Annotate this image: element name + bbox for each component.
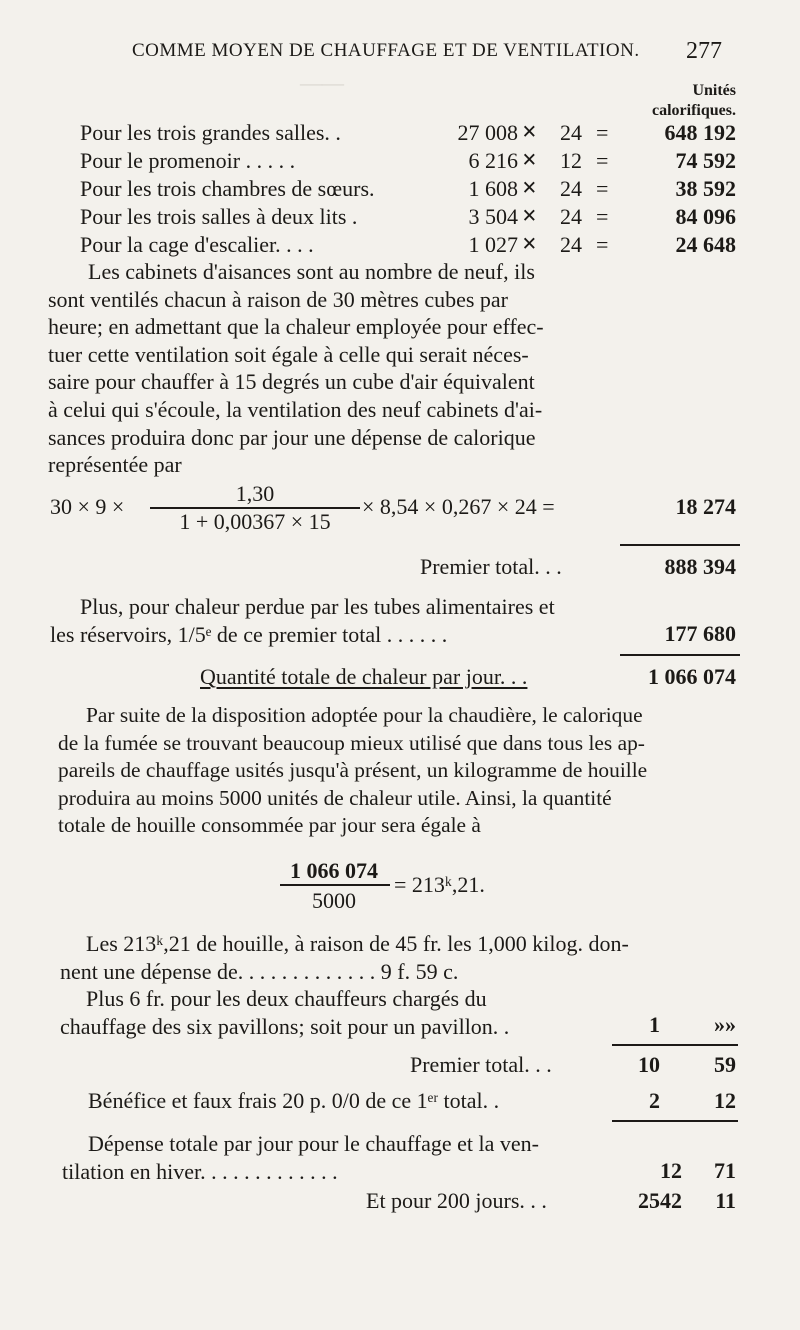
units-header-line1: Unités xyxy=(692,82,736,99)
jours-cents: 11 xyxy=(715,1188,736,1213)
text-line: totale de houille consommée par jour sera égale à xyxy=(58,813,481,838)
row-quantity: 1 608 xyxy=(468,176,518,201)
formula2-denominator: 5000 xyxy=(312,888,356,913)
text-line: Plus, pour chaleur perdue par les tubes alimentaires et xyxy=(80,594,555,619)
sum-rule xyxy=(612,1044,738,1046)
running-header: COMME MOYEN DE CHAUFFAGE ET DE VENTILATION. xyxy=(132,40,640,61)
paragraph-houille xyxy=(60,930,760,985)
sum-rule xyxy=(620,654,740,656)
premier-total2-label: Premier total. . . xyxy=(410,1052,552,1077)
row-label: Pour les trois grandes salles. . xyxy=(80,120,341,145)
chauffeurs-cents: »» xyxy=(714,1012,736,1037)
text-line: tilation en hiver. . . . . . . . . . . . . xyxy=(62,1158,338,1184)
text-line: pareils de chauffage usités jusqu'à présent, un kilogramme de houille xyxy=(58,758,648,783)
premier-total-value: 888 394 xyxy=(664,554,736,579)
text-line: tuer cette ventilation soit égale à celle qui serait néces- xyxy=(48,341,529,367)
chaleur-perdue-value: 177 680 xyxy=(664,621,736,646)
jours-label: Et pour 200 jours. . . xyxy=(366,1188,547,1213)
text-line: représentée par xyxy=(48,452,182,478)
row-result: 38 592 xyxy=(675,176,736,201)
row-label: Pour les trois salles à deux lits . xyxy=(80,204,358,229)
text-line: nent une dépense de. . . . . . . . . . . . . 9 f. 59 c. xyxy=(60,958,459,984)
depense-francs: 12 xyxy=(660,1158,682,1183)
row-hours: 24 xyxy=(560,204,582,229)
text-line: sances produira donc par jour une dépense de calorique xyxy=(48,424,536,450)
jours-francs: 2542 xyxy=(638,1188,682,1213)
text-line: les réservoirs, 1/5ᵉ de ce premier total . . . . . . xyxy=(50,621,448,647)
benefice-label: Bénéfice et faux frais 20 p. 0/0 de ce 1ᵉʳ total. . xyxy=(88,1088,500,1113)
quantite-totale-value: 1 066 074 xyxy=(648,664,736,689)
row-equals: = xyxy=(596,148,609,173)
multiply-sign: × xyxy=(522,173,537,202)
formula-result: 18 274 xyxy=(675,494,736,519)
row-hours: 24 xyxy=(560,120,582,145)
row-quantity: 6 216 xyxy=(468,148,518,173)
row-quantity: 3 504 xyxy=(468,204,518,229)
text-line: de la fumée se trouvant beaucoup mieux utilisé que dans tous les ap- xyxy=(58,730,645,755)
premier-total2-francs: 10 xyxy=(638,1052,660,1077)
row-result: 84 096 xyxy=(675,204,736,229)
benefice-cents: 12 xyxy=(714,1088,736,1113)
premier-total-label: Premier total. . . xyxy=(420,554,562,579)
sum-rule xyxy=(620,544,740,546)
row-result: 24 648 xyxy=(675,232,736,257)
text-line: saire pour chauffer à 15 degrés un cube d'air équivalent xyxy=(48,369,535,395)
formula2-numerator: 1 066 074 xyxy=(290,858,378,883)
row-label: Pour le promenoir . . . . . xyxy=(80,148,296,173)
text-line: produira au moins 5000 unités de chaleur utile. Ainsi, la quantité xyxy=(58,785,612,810)
text-line: Les 213ᵏ,21 de houille, à raison de 45 fr. les 1,000 kilog. don- xyxy=(86,931,629,956)
row-equals: = xyxy=(596,176,609,201)
units-header-line2: calorifiques. xyxy=(652,102,736,119)
text-line: Plus 6 fr. pour les deux chauffeurs chargés du xyxy=(86,986,487,1011)
depense-cents: 71 xyxy=(714,1158,736,1183)
multiply-sign: × xyxy=(522,201,537,230)
formula-left: 30 × 9 × xyxy=(50,494,125,519)
text-line: Dépense totale par jour pour le chauffage et la ven- xyxy=(88,1131,539,1156)
paragraph-cabinets xyxy=(48,258,748,479)
formula-right: × 8,54 × 0,267 × 24 = xyxy=(362,494,555,519)
text-line: Les cabinets d'aisances sont au nombre de neuf, ils xyxy=(88,259,535,284)
paragraph-chaudiere xyxy=(58,702,758,840)
row-quantity: 1 027 xyxy=(468,232,518,257)
row-hours: 12 xyxy=(560,148,582,173)
text-line: heure; en admettant que la chaleur employée pour effec- xyxy=(48,314,544,340)
bleed-through: —— xyxy=(300,70,344,95)
multiply-sign: × xyxy=(522,117,537,146)
sum-rule xyxy=(612,1120,738,1122)
formula-denominator: 1 + 0,00367 × 15 xyxy=(179,509,331,534)
multiply-sign: × xyxy=(522,229,537,258)
page-number: 277 xyxy=(686,38,722,64)
premier-total2-cents: 59 xyxy=(714,1052,736,1077)
row-quantity: 27 008 xyxy=(457,120,518,145)
quantite-totale-label: Quantité totale de chaleur par jour. . . xyxy=(200,664,528,689)
row-label: Pour la cage d'escalier. . . . xyxy=(80,232,314,257)
row-equals: = xyxy=(596,232,609,257)
formula2-result: = 213ᵏ,21. xyxy=(394,872,485,897)
row-result: 74 592 xyxy=(675,148,736,173)
text-line: Par suite de la disposition adoptée pour la chaudière, le calorique xyxy=(86,703,643,727)
multiply-sign: × xyxy=(522,145,537,174)
row-equals: = xyxy=(596,120,609,145)
fraction-bar xyxy=(280,884,390,886)
benefice-francs: 2 xyxy=(649,1088,660,1113)
formula-numerator: 1,30 xyxy=(235,481,275,506)
row-label: Pour les trois chambres de sœurs. xyxy=(80,176,375,201)
row-hours: 24 xyxy=(560,176,582,201)
text-line: chauffage des six pavillons; soit pour un pavillon. . xyxy=(60,1013,510,1039)
row-equals: = xyxy=(596,204,609,229)
paragraph-chauffeurs xyxy=(60,985,680,1040)
chauffeurs-francs: 1 xyxy=(649,1012,660,1037)
row-result: 648 192 xyxy=(664,120,736,145)
row-hours: 24 xyxy=(560,232,582,257)
text-line: à celui qui s'écoule, la ventilation des neuf cabinets d'ai- xyxy=(48,396,543,422)
text-line: sont ventilés chacun à raison de 30 mètres cubes par xyxy=(48,286,509,312)
